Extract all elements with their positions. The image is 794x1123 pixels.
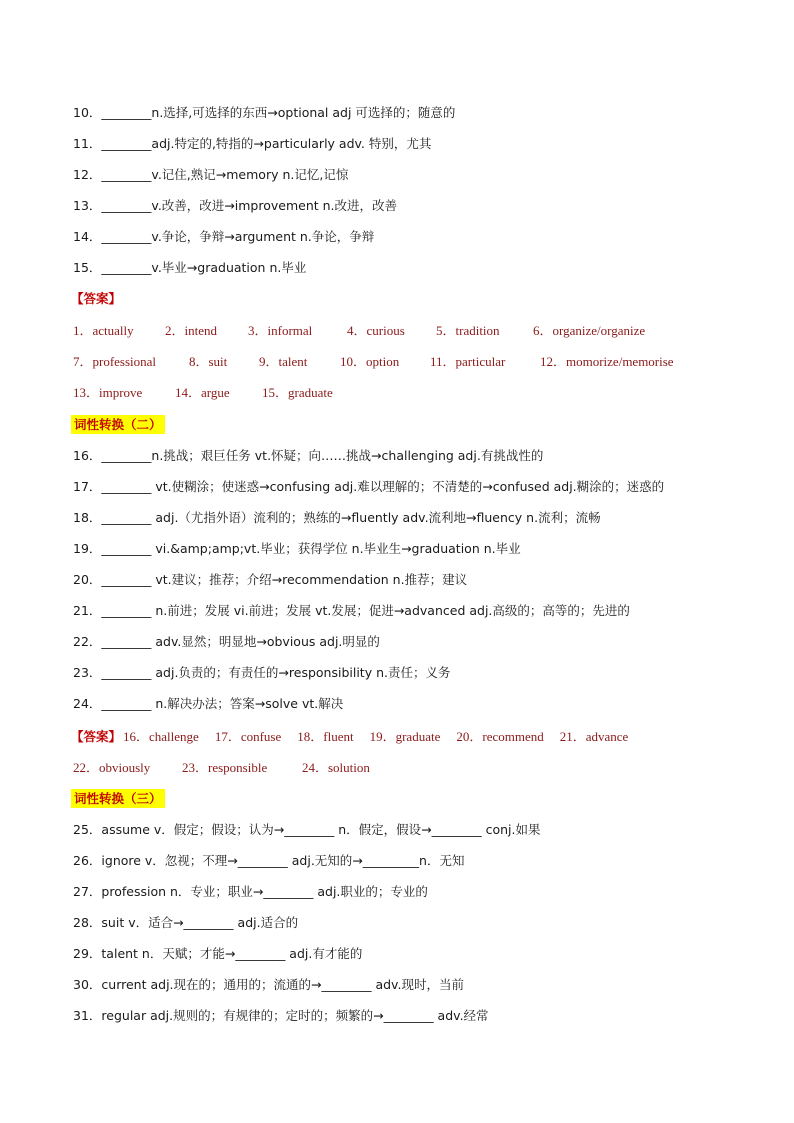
answer-7: 7．professional bbox=[73, 354, 157, 369]
answer-18: 18．fluent bbox=[297, 729, 354, 744]
vocab-item-11: 11．________adj.特定的,特指的→particularly adv. 特别，尤其 bbox=[73, 136, 432, 151]
answer-5: 5．tradition bbox=[436, 323, 500, 338]
vocab-item-24: 24．________ n.解决办法；答案→solve vt.解决 bbox=[73, 696, 344, 711]
answer-14: 14．argue bbox=[175, 385, 230, 400]
answer-1: 1．actually bbox=[73, 323, 134, 338]
vocab-item-22: 22．________ adv.显然；明显地→obvious adj.明显的 bbox=[73, 634, 380, 649]
vocab-item-25: 25．assume v．假定；假设；认为→________ n．假定，假设→________ conj.如果 bbox=[73, 822, 541, 837]
answer-24: 24．solution bbox=[302, 760, 370, 775]
vocab-item-30: 30．current adj.现在的；通用的；流通的→________ adv.现时，当前 bbox=[73, 977, 464, 992]
answer-10: 10．option bbox=[340, 354, 400, 369]
answer-3: 3．informal bbox=[248, 323, 313, 338]
answer-17: 17．confuse bbox=[214, 729, 282, 744]
vocab-item-18: 18．________ adj.（尤指外语）流利的；熟练的→fluently adv.流利地→fluency n.流利；流畅 bbox=[73, 510, 601, 525]
vocab-item-14: 14．________v.争论，争辩→argument n.争论，争辩 bbox=[73, 229, 375, 244]
vocab-item-15: 15．________v.毕业→graduation n.毕业 bbox=[73, 260, 307, 275]
answer-4: 4．curious bbox=[347, 323, 405, 338]
vocab-item-10: 10．________n.选择,可选择的东西→optional adj 可选择的；随意的 bbox=[73, 105, 456, 120]
vocab-item-12: 12．________v.记住,熟记→memory n.记忆,记惊 bbox=[73, 167, 349, 182]
answer-9: 9．talent bbox=[259, 354, 308, 369]
section-heading-2: 词性转换（二） bbox=[71, 415, 165, 434]
answer-16: 16．challenge bbox=[123, 729, 199, 744]
answer-22: 22．obviously bbox=[73, 760, 151, 775]
answer-15: 15．graduate bbox=[262, 385, 333, 400]
vocab-item-19: 19．________ vi.&amp;amp;vt.毕业；获得学位 n.毕业生→graduation n.毕业 bbox=[73, 541, 521, 556]
vocab-item-27: 27．profession n．专业；职业→________ adj.职业的；专业的 bbox=[73, 884, 428, 899]
vocab-item-17: 17．________ vt.使糊涂；使迷惑→confusing adj.难以理解的；不清楚的→confused adj.糊涂的；迷惑的 bbox=[73, 479, 665, 494]
answer-heading-1: 【答案】 bbox=[71, 291, 122, 306]
answer-2: 2．intend bbox=[165, 323, 217, 338]
answer-8: 8．suit bbox=[189, 354, 228, 369]
vocab-item-20: 20．________ vt.建议；推荐；介绍→recommendation n.推荐；建议 bbox=[73, 572, 468, 587]
answer-23: 23．responsible bbox=[182, 760, 268, 775]
section-heading-3: 词性转换（三） bbox=[71, 789, 165, 808]
vocab-item-23: 23．________ adj.负责的；有责任的→responsibility n.责任；义务 bbox=[73, 665, 451, 680]
vocab-item-31: 31．regular adj.规则的；有规律的；定时的；频繁的→________ adv.经常 bbox=[73, 1008, 489, 1023]
vocab-item-26: 26．ignore v．忽视；不理→________ adj.无知的→_________n．无知 bbox=[73, 853, 465, 868]
answer-row-16-21 bbox=[71, 728, 628, 746]
vocab-item-13: 13．________v.改善，改进→improvement n.改进，改善 bbox=[73, 198, 398, 213]
vocab-item-16: 16．________n.挑战；艰巨任务 vt.怀疑；向……挑战→challenging adj.有挑战性的 bbox=[73, 448, 544, 463]
answer-heading-2: 【答案】 bbox=[71, 729, 122, 744]
answer-21: 21．advance bbox=[559, 729, 629, 744]
vocab-item-29: 29．talent n．天赋；才能→________ adj.有才能的 bbox=[73, 946, 363, 961]
vocab-item-21: 21．________ n.前进；发展 vi.前进；发展 vt.发展；促进→advanced adj.高级的；高等的；先进的 bbox=[73, 603, 630, 618]
vocab-item-28: 28．suit v．适合→________ adj.适合的 bbox=[73, 915, 299, 930]
answer-20: 20．recommend bbox=[456, 729, 544, 744]
answer-19: 19．graduate bbox=[369, 729, 441, 744]
answer-11: 11．particular bbox=[430, 354, 506, 369]
answer-6: 6．organize/organize bbox=[533, 323, 646, 338]
answer-13: 13．improve bbox=[73, 385, 143, 400]
answer-12: 12．momorize/memorise bbox=[540, 354, 674, 369]
